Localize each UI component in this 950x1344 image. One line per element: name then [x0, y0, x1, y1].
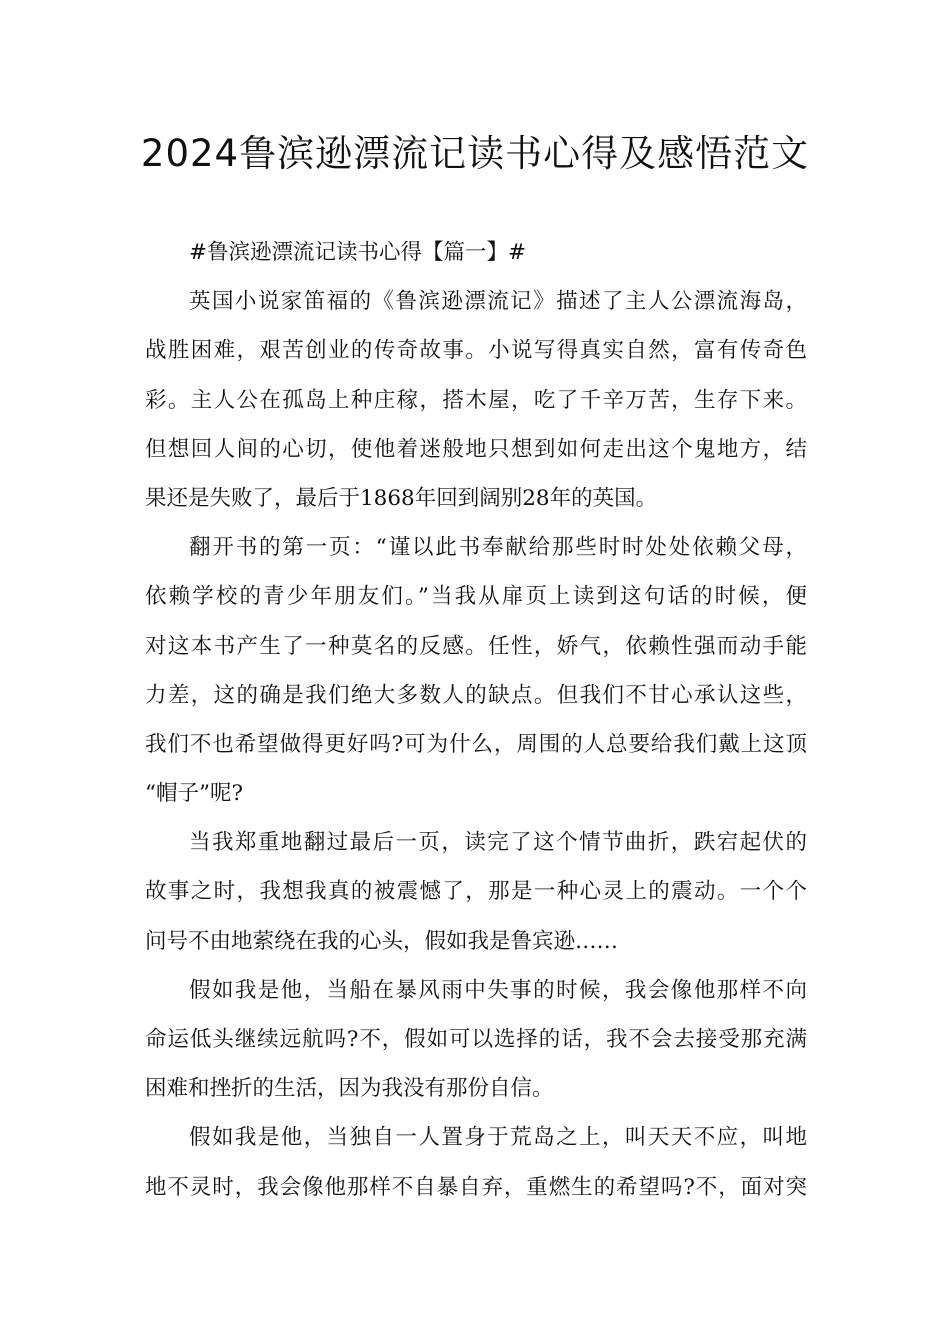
text-line: 假如我是他，当船在暴风雨中失事的时候，我会像他那样不向 [189, 977, 807, 1003]
text-line: 我们不也希望做得更好吗?可为什么，周围的人总要给我们戴上这顶 [145, 731, 807, 757]
text-line: 假如我是他，当独自一人置身于荒岛之上，叫天天不应，叫地 [189, 1125, 807, 1151]
text-line: 困难和挫折的生活，因为我没有那份自信。 [145, 1076, 554, 1102]
text-line: #鲁滨逊漂流记读书心得【篇一】# [189, 240, 527, 265]
text-line: 翻开书的第一页：“谨以此书奉献给那些时时处处依赖父母， [189, 535, 807, 561]
text-line: 但想回人间的心切，使他着迷般地只想到如何走出这个鬼地方，结 [145, 436, 807, 462]
text-line: 果还是失败了，最后于1868年回到阔别28年的英国。 [145, 485, 658, 511]
document-body [145, 228, 807, 1212]
document-title: 2024鲁滨逊漂流记读书心得及感悟范文 [140, 132, 810, 175]
text-line: 地不灵时，我会像他那样不自暴自弃，重燃生的希望吗?不，面对突 [145, 1174, 807, 1200]
text-line: 战胜困难，艰苦创业的传奇故事。小说写得真实自然，富有传奇色 [145, 338, 807, 364]
text-line: 问号不由地萦绕在我的心头，假如我是鲁宾逊…… [145, 928, 619, 954]
text-line: 彩。主人公在孤岛上种庄稼，搭木屋，吃了千辛万苦，生存下来。 [145, 387, 807, 413]
text-line: 力差，这的确是我们绝大多数人的缺点。但我们不甘心承认这些， [145, 682, 807, 708]
text-line: 命运低头继续远航吗?不，假如可以选择的话，我不会去接受那充满 [145, 1027, 807, 1052]
text-line: 故事之时，我想我真的被震憾了，那是一种心灵上的震动。一个个 [145, 879, 807, 905]
text-line: 依赖学校的青少年朋友们。”当我从扉页上读到这句话的时候，便 [145, 584, 807, 610]
text-line: 对这本书产生了一种莫名的反感。任性，娇气，依赖性强而动手能 [145, 633, 807, 659]
text-line: 当我郑重地翻过最后一页，读完了这个情节曲折，跌宕起伏的 [189, 830, 807, 856]
text-line: 英国小说家笛福的《鲁滨逊漂流记》描述了主人公漂流海岛， [189, 289, 807, 315]
text-line: “帽子”呢? [145, 781, 244, 807]
